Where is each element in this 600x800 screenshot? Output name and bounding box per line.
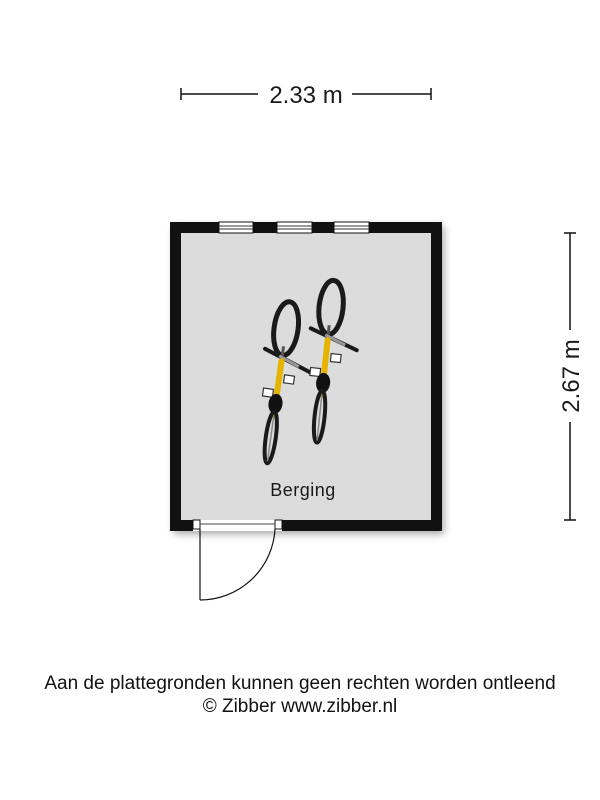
width-dimension [181, 82, 431, 109]
window [219, 222, 253, 233]
copyright-text: © Zibber www.zibber.nl [202, 696, 398, 717]
window [334, 222, 369, 233]
height-dimension [558, 233, 585, 520]
room-name: Berging [270, 480, 336, 500]
width-label: 2.33 m [269, 82, 343, 109]
disclaimer-text: Aan de plattegronden kunnen geen rechten worden ontleend [44, 673, 556, 694]
height-label: 2.67 m [558, 339, 585, 413]
room-floor [181, 233, 431, 520]
window [277, 222, 312, 233]
